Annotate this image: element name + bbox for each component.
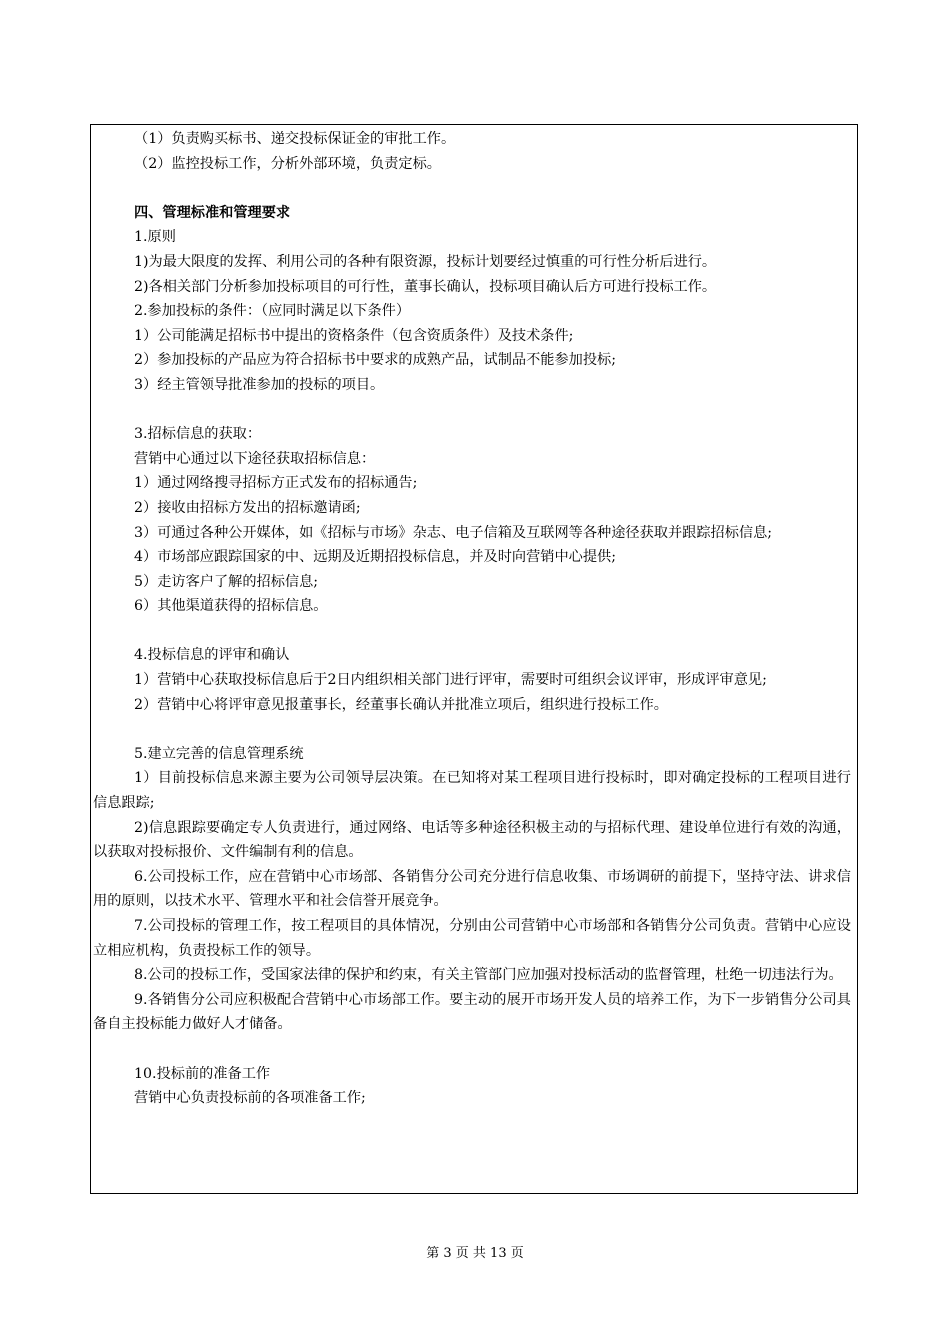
blank-line	[93, 619, 851, 644]
text-line: 1)为最大限度的发挥、利用公司的各种有限资源，投标计划要经过慎重的可行性分析后进行。	[134, 253, 717, 270]
text-line: 6）其他渠道获得的招标信息。	[134, 598, 328, 615]
subsection-title: 4.投标信息的评审和确认	[134, 647, 290, 664]
subsection-title: 1.原则	[134, 229, 176, 246]
document-frame	[90, 124, 858, 1194]
subsection-title: 3.招标信息的获取：	[134, 426, 262, 443]
text-paragraph: 8.公司的投标工作，受国家法律的保护和约束，有关主管部门应加强对投标活动的监督管理，杜绝一切违法行为。	[134, 967, 843, 984]
text-line: 营销中心通过以下途径获取招标信息：	[134, 450, 376, 467]
text-line: 1）公司能满足招标书中提出的资格条件（包含资质条件）及技术条件;	[134, 327, 574, 344]
text-line: 4）市场部应跟踪国家的中、远期及近期招投标信息，并及时向营销中心提供;	[134, 549, 616, 566]
text-line: 2）营销中心将评审意见报董事长，经董事长确认并批准立项后，组织进行投标工作。	[134, 696, 668, 713]
text-line: （1）负责购买标书、递交投标保证金的审批工作。	[134, 131, 456, 147]
blank-line	[93, 717, 851, 742]
subsection-title: 5.建立完善的信息管理系统	[134, 745, 304, 762]
subsection-title: 10.投标前的准备工作	[134, 1065, 271, 1082]
text-paragraph: 3）可通过各种公开媒体，如《招标与市场》杂志、电子信箱及互联网等各种途径获取并跟踪招标信息;	[134, 524, 773, 541]
text-line: 1）通过网络搜寻招标方正式发布的招标通告;	[134, 475, 418, 492]
text-line: 营销中心负责投标前的各项准备工作;	[134, 1090, 366, 1107]
text-paragraph: 1）目前投标信息来源主要为公司领导层决策。在已知将对某工程项目进行投标时，即对确定投标的工程项目进行信息跟踪;	[93, 770, 851, 812]
text-line: 2）参加投标的产品应为符合招标书中要求的成熟产品，试制品不能参加投标;	[134, 352, 616, 369]
section-heading: 四、管理标准和管理要求	[134, 204, 291, 221]
text-line: 2)各相关部门分析参加投标项目的可行性，董事长确认，投标项目确认后方可进行投标工作。	[134, 278, 717, 295]
text-paragraph: 1）营销中心获取投标信息后于2日内组织相关部门进行评审，需要时可组织会议评审，形成评审意见;	[134, 672, 767, 689]
text-line: 5）走访客户了解的招标信息;	[134, 573, 319, 590]
page-number-footer: 第 3 页 共 13 页	[426, 1246, 524, 1261]
text-line: （2）监控投标工作，分析外部环境，负责定标。	[134, 155, 441, 172]
text-line: 3）经主管领导批准参加的投标的项目。	[134, 376, 385, 393]
text-line: 2）接收由招标方发出的招标邀请函;	[134, 499, 361, 516]
blank-line	[93, 176, 851, 201]
document-body	[93, 127, 851, 1111]
blank-line	[93, 1037, 851, 1062]
text-paragraph: 6.公司投标工作，应在营销中心市场部、各销售分公司充分进行信息收集、市场调研的前提下，坚持守法、讲求信用的原则，以技术水平、管理水平和社会信誉开展竞争。	[93, 868, 851, 910]
subsection-title: 2.参加投标的条件：（应同时满足以下条件）	[134, 303, 411, 320]
text-paragraph: 9.各销售分公司应积极配合营销中心市场部工作。要主动的展开市场开发人员的培养工作，为下一步销售分公司具备自主投标能力做好人才储备。	[93, 991, 851, 1033]
text-paragraph: 7.公司投标的管理工作，按工程项目的具体情况，分别由公司营销中心市场部和各销售分公司负责。营销中心应设立相应机构，负责投标工作的领导。	[93, 918, 851, 959]
text-paragraph: 2)信息跟踪要确定专人负责进行，通过网络、电话等多种途径积极主动的与招标代理、建设单位进行有效的沟通，以获取对投标报价、文件编制有利的信息。	[93, 819, 851, 861]
blank-line	[93, 398, 851, 423]
